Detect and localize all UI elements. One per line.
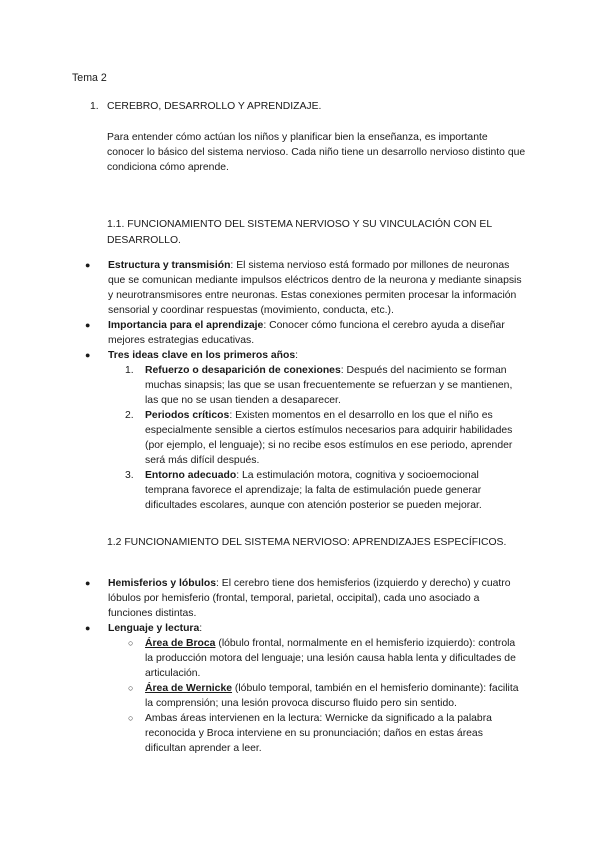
sub-list-item <box>72 636 522 681</box>
subsection-title-1-2: 1.2 FUNCIONAMIENTO DEL SISTEMA NERVIOSO: APRENDIZAJES ESPECÍFICOS. <box>107 537 507 548</box>
list-item-text: (lóbulo temporal, también en el hemisferio dominante): facilita la comprensión; una lesión provoca discurso fluido pero sin sentido. <box>145 683 519 709</box>
list-item-term: Importancia para el aprendizaje <box>108 320 264 331</box>
numbered-list <box>72 363 522 513</box>
circle-bullet-icon: ○ <box>128 683 134 693</box>
list-item-text: Ambas áreas intervienen en la lectura: Wernicke da significado a la palabra reconocida y Broca interviene en su pronunciación; daños en estas áreas dificultan aprender a leer. <box>145 713 492 754</box>
list-item <box>72 318 522 348</box>
sub-list-item <box>72 711 522 756</box>
list-item-text: : El sistema nervioso está formado por millones de neuronas que se comunican mediante impulsos eléctricos dentro de la neurona y mediante sinapsis y neurotransmisores entre neuronas. Estas conexiones permiten procesar la información sensorial y coordinar respuestas (movimiento, conducta, etc.). <box>108 260 522 316</box>
list-item-text: : <box>199 623 203 634</box>
list-item-text: : El cerebro tiene dos hemisferios (izquierdo y derecho) y cuatro lóbulos por hemisferio (frontal, temporal, parietal, occipital), cada uno asociado a funciones distintas. <box>108 578 511 619</box>
list-item <box>72 258 522 318</box>
list-item-text: : Conocer cómo funciona el cerebro ayuda a diseñar mejores estrategias educativas. <box>108 320 505 346</box>
section-title-text: CEREBRO, DESARROLLO Y APRENDIZAJE. <box>107 101 322 112</box>
item-number: 2. <box>125 410 134 421</box>
circle-bullet-icon: ○ <box>128 713 134 723</box>
list-item-term: Periodos críticos <box>145 410 230 421</box>
numbered-item <box>72 408 522 468</box>
section-number: 1. <box>90 101 99 112</box>
sub-list <box>72 636 522 756</box>
list-item-text: : La estimulación motora, cognitiva y socioemocional temprana favorece el aprendizaje; la falta de estimulación puede generar dificultades escolares, aunque con atención posterior se pueden mejorar. <box>145 470 482 511</box>
bullet-icon: ● <box>85 623 91 633</box>
intro-paragraph: Para entender cómo actúan los niños y planificar bien la enseñanza, es importante conocer lo básico del sistema nervioso. Cada niño tiene un desarrollo nervioso distinto que condiciona cómo aprende. <box>107 132 526 174</box>
list-item-term: Hemisferios y lóbulos <box>108 578 216 589</box>
list-item-term: Área de Broca <box>145 638 216 649</box>
list-item-text: : Existen momentos en el desarrollo en los que el niño es especialmente sensible a ciertos estímulos necesarios para adquirir habilidades (por ejemplo, el lenguaje); si no recibe esos estímulos en ese periodo, aprender será más difícil después. <box>145 410 513 466</box>
list-item <box>72 621 522 756</box>
list-item-term: Área de Wernicke <box>145 683 233 694</box>
numbered-item <box>72 363 522 408</box>
bullet-icon: ● <box>85 578 91 588</box>
list-item-text: (lóbulo frontal, normalmente en el hemisferio izquierdo): controla la producción motora del lenguaje; una lesión causa habla lenta y dificultades de articulación. <box>145 638 516 679</box>
list-item-term: Tres ideas clave en los primeros años <box>108 350 296 361</box>
list-item-text: : Después del nacimiento se forman muchas sinapsis; las que se usan frecuentemente se refuerzan y se mantienen, las que no se usan tienden a desaparecer. <box>145 365 513 406</box>
bullet-icon: ● <box>85 350 91 360</box>
list-item-term: Entorno adecuado <box>145 470 237 481</box>
bullet-list-1-1 <box>72 258 522 513</box>
bullet-icon: ● <box>85 320 91 330</box>
list-item <box>72 348 522 513</box>
item-number: 3. <box>125 470 134 481</box>
item-number: 1. <box>125 365 134 376</box>
list-item-term: Lenguaje y lectura <box>108 623 200 634</box>
section-title <box>90 101 321 112</box>
circle-bullet-icon: ○ <box>128 638 134 648</box>
list-item <box>72 576 522 621</box>
subsection-title-1-1: 1.1. FUNCIONAMIENTO DEL SISTEMA NERVIOSO Y SU VINCULACIÓN CON EL DESARROLLO. <box>107 219 492 246</box>
sub-list-item <box>72 681 522 711</box>
bullet-list-1-2 <box>72 576 522 756</box>
list-item-text: : <box>295 350 299 361</box>
bullet-icon: ● <box>85 260 91 270</box>
numbered-item <box>72 468 522 513</box>
document-heading: Tema 2 <box>72 72 107 84</box>
list-item-term: Refuerzo o desaparición de conexiones <box>145 365 341 376</box>
list-item-term: Estructura y transmisión <box>108 260 231 271</box>
